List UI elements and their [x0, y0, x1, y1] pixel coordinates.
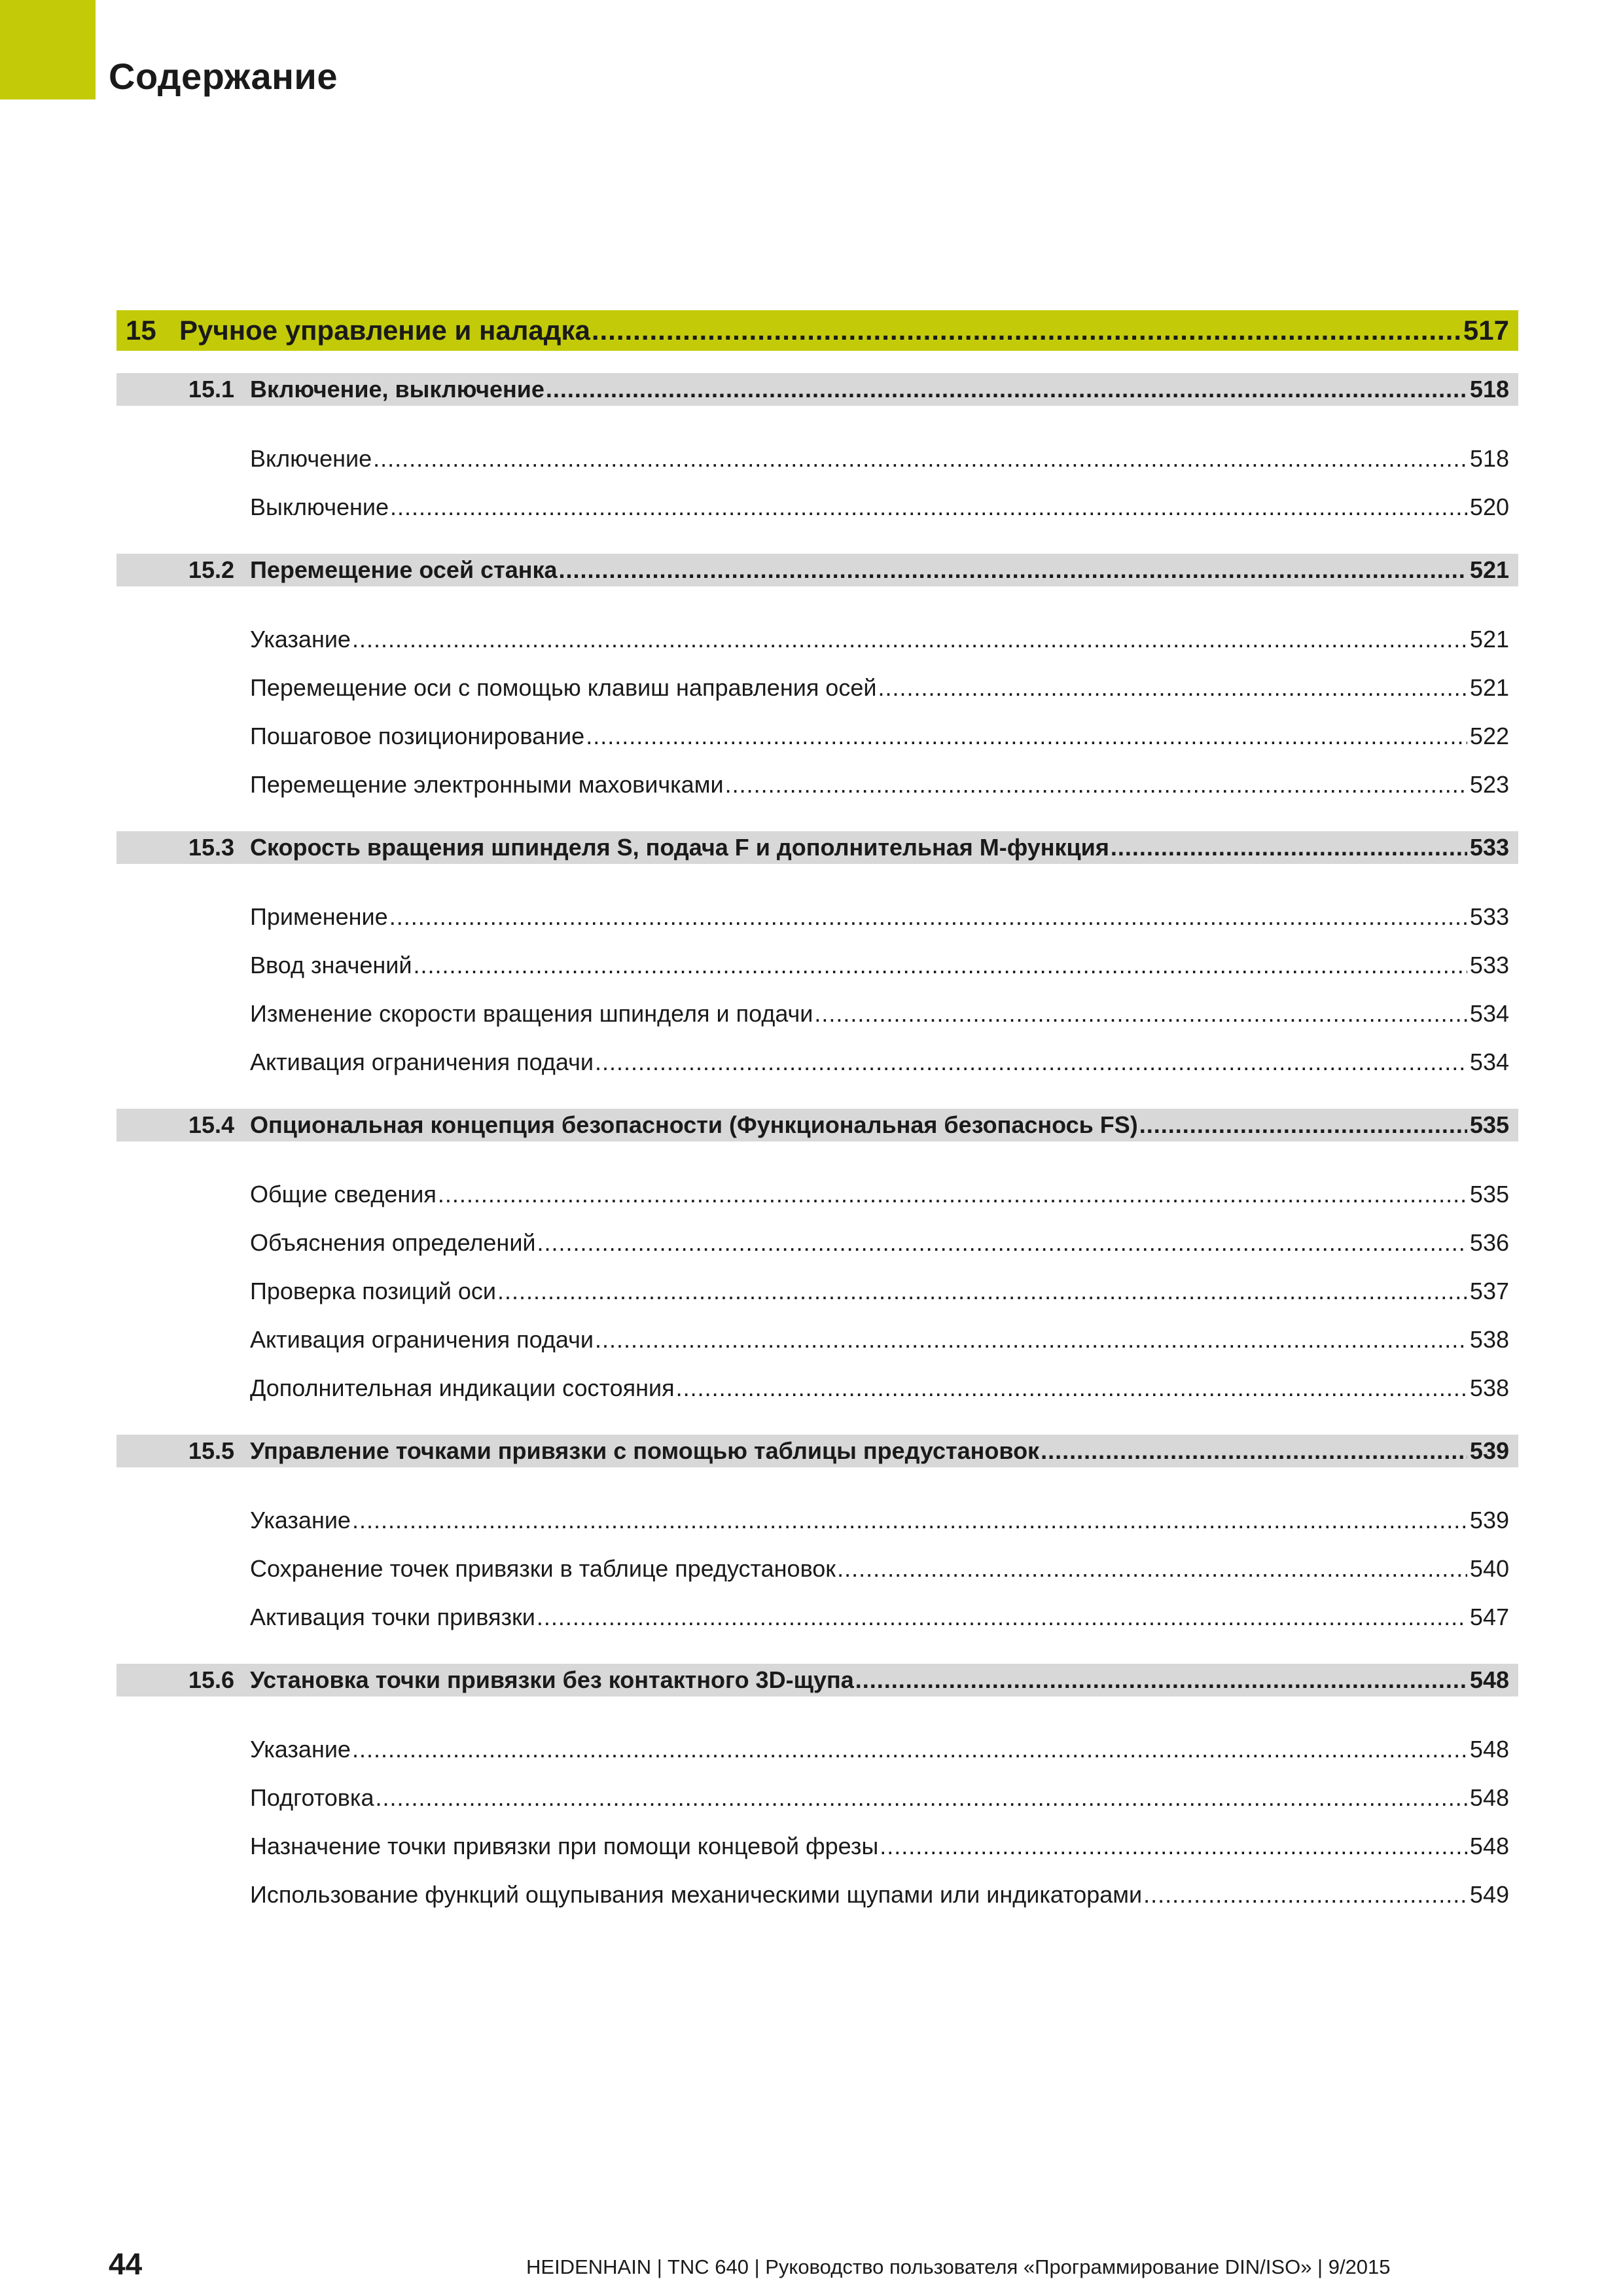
accent-corner-tab	[0, 0, 96, 99]
entry-title: Активация ограничения подачи	[250, 1049, 594, 1075]
section-title: Установка точки привязки без контактного 3D-щупа	[250, 1666, 854, 1693]
toc-section-15-4[interactable]	[116, 1109, 1518, 1141]
entry-title: Активация ограничения подачи	[250, 1326, 594, 1353]
dot-leader	[390, 493, 1467, 521]
dot-leader	[352, 1736, 1467, 1763]
dot-leader	[352, 1507, 1467, 1534]
entry-page: 521	[1469, 674, 1509, 701]
table-of-contents	[116, 310, 1518, 1941]
toc-entry[interactable]	[250, 615, 1509, 664]
section-title: Включение, выключение	[250, 376, 544, 403]
toc-entry[interactable]	[250, 761, 1509, 809]
page-title: Содержание	[109, 56, 338, 97]
toc-entry[interactable]	[250, 1316, 1509, 1364]
section-page: 521	[1469, 556, 1509, 583]
toc-entry[interactable]	[250, 1593, 1509, 1641]
entry-title: Назначение точки привязки при помощи концевой фрезы	[250, 1833, 879, 1859]
dot-leader	[537, 1229, 1467, 1257]
toc-entry[interactable]	[250, 1170, 1509, 1219]
toc-entry[interactable]	[250, 1364, 1509, 1412]
section-number: 15.4	[188, 1111, 234, 1138]
entry-title: Объяснения определений	[250, 1229, 536, 1256]
section-entries	[116, 586, 1518, 831]
entry-page: 534	[1469, 1049, 1509, 1075]
chapter-number: 15	[126, 315, 156, 346]
toc-entry[interactable]	[250, 1219, 1509, 1267]
toc-entry[interactable]	[250, 1545, 1509, 1593]
toc-entry[interactable]	[250, 664, 1509, 712]
dot-leader	[559, 556, 1467, 584]
chapter-title: Ручное управление и наладка	[179, 315, 590, 346]
entry-page: 535	[1469, 1181, 1509, 1208]
section-title: Скорость вращения шпинделя S, подача F и дополнительная M-функция	[250, 834, 1109, 861]
toc-entry[interactable]	[250, 1496, 1509, 1545]
dot-leader	[595, 1049, 1467, 1076]
toc-entry[interactable]	[250, 990, 1509, 1038]
section-entries	[116, 1696, 1518, 1941]
dot-leader	[855, 1666, 1467, 1694]
toc-entry[interactable]	[250, 483, 1509, 531]
toc-section-15-2[interactable]	[116, 554, 1518, 586]
section-title: Перемещение осей станка	[250, 556, 558, 583]
dot-leader	[1143, 1881, 1467, 1909]
dot-leader	[592, 315, 1461, 346]
dot-leader	[497, 1278, 1467, 1305]
entry-title: Активация точки привязки	[250, 1604, 535, 1630]
toc-entry[interactable]	[250, 1774, 1509, 1822]
entry-page: 547	[1469, 1604, 1509, 1630]
entry-page: 548	[1469, 1736, 1509, 1763]
toc-sections	[116, 373, 1518, 1941]
toc-chapter-15[interactable]	[116, 310, 1518, 351]
section-entries	[116, 1141, 1518, 1435]
entry-page: 533	[1469, 952, 1509, 978]
entry-title: Ввод значений	[250, 952, 412, 978]
dot-leader	[676, 1374, 1467, 1402]
entry-title: Использование функций ощупывания механическими щупами или индикаторами	[250, 1881, 1143, 1908]
section-title: Опциональная концепция безопасности (Функциональная безопаснось FS)	[250, 1111, 1138, 1138]
toc-entry[interactable]	[250, 712, 1509, 761]
toc-entry[interactable]	[250, 893, 1509, 941]
dot-leader	[413, 952, 1467, 979]
dot-leader	[1139, 1111, 1467, 1139]
section-page: 533	[1469, 834, 1509, 861]
entry-title: Указание	[250, 1507, 351, 1534]
toc-entry[interactable]	[250, 1725, 1509, 1774]
section-number: 15.3	[188, 834, 234, 861]
entry-page: 537	[1469, 1278, 1509, 1304]
entry-title: Подготовка	[250, 1784, 374, 1811]
footer-publication-info: HEIDENHAIN | TNC 640 | Руководство пользователя «Программирование DIN/ISO» | 9/2015	[526, 2255, 1391, 2278]
entry-page: 540	[1469, 1555, 1509, 1582]
dot-leader	[389, 903, 1467, 931]
section-entries	[116, 406, 1518, 554]
entry-page: 539	[1469, 1507, 1509, 1534]
entry-page: 518	[1469, 445, 1509, 472]
entry-page: 548	[1469, 1833, 1509, 1859]
entry-page: 521	[1469, 626, 1509, 653]
toc-section-15-6[interactable]	[116, 1664, 1518, 1696]
dot-leader	[537, 1604, 1467, 1631]
dot-leader	[373, 445, 1467, 473]
entry-title: Общие сведения	[250, 1181, 437, 1208]
entry-page: 533	[1469, 903, 1509, 930]
section-page: 539	[1469, 1437, 1509, 1464]
entry-page: 548	[1469, 1784, 1509, 1811]
chapter-page: 517	[1463, 315, 1509, 346]
toc-entry[interactable]	[250, 1267, 1509, 1316]
dot-leader	[1041, 1437, 1467, 1465]
dot-leader	[352, 626, 1467, 653]
toc-entry[interactable]	[250, 435, 1509, 483]
entry-title: Проверка позиций оси	[250, 1278, 496, 1304]
toc-section-15-3[interactable]	[116, 831, 1518, 864]
section-number: 15.5	[188, 1437, 234, 1464]
dot-leader	[837, 1555, 1467, 1583]
toc-entry[interactable]	[250, 1822, 1509, 1871]
entry-page: 538	[1469, 1326, 1509, 1353]
toc-entry[interactable]	[250, 1871, 1509, 1919]
entry-title: Перемещение оси с помощью клавиш направления осей	[250, 674, 877, 701]
toc-section-15-5[interactable]	[116, 1435, 1518, 1467]
section-number: 15.2	[188, 556, 234, 583]
entry-page: 520	[1469, 493, 1509, 520]
toc-section-15-1[interactable]	[116, 373, 1518, 406]
entry-title: Включение	[250, 445, 372, 472]
entry-page: 523	[1469, 771, 1509, 798]
entry-page: 534	[1469, 1000, 1509, 1027]
entry-title: Указание	[250, 626, 351, 653]
toc-entry[interactable]	[250, 1038, 1509, 1086]
section-entries	[116, 864, 1518, 1109]
dot-leader	[375, 1784, 1467, 1812]
dot-leader	[546, 376, 1467, 403]
entry-title: Перемещение электронными маховичками	[250, 771, 724, 798]
entry-page: 522	[1469, 723, 1509, 749]
dot-leader	[814, 1000, 1467, 1028]
entry-title: Применение	[250, 903, 388, 930]
entry-title: Изменение скорости вращения шпинделя и подачи	[250, 1000, 813, 1027]
entry-title: Пошаговое позиционирование	[250, 723, 585, 749]
dot-leader	[595, 1326, 1467, 1354]
section-number: 15.1	[188, 376, 234, 403]
entry-title: Выключение	[250, 493, 389, 520]
entry-page: 549	[1469, 1881, 1509, 1908]
dot-leader	[878, 674, 1467, 702]
section-entries	[116, 1467, 1518, 1664]
entry-page: 538	[1469, 1374, 1509, 1401]
section-number: 15.6	[188, 1666, 234, 1693]
section-title: Управление точками привязки с помощью таблицы предустановок	[250, 1437, 1040, 1464]
section-page: 548	[1469, 1666, 1509, 1693]
toc-entry[interactable]	[250, 941, 1509, 990]
entry-title: Сохранение точек привязки в таблице предустановок	[250, 1555, 836, 1582]
section-page: 518	[1469, 376, 1509, 403]
dot-leader	[586, 723, 1467, 750]
entry-page: 536	[1469, 1229, 1509, 1256]
section-page: 535	[1469, 1111, 1509, 1138]
dot-leader	[438, 1181, 1467, 1208]
entry-title: Дополнительная индикации состояния	[250, 1374, 675, 1401]
footer-page-number: 44	[109, 2247, 143, 2281]
dot-leader	[1111, 834, 1467, 861]
dot-leader	[725, 771, 1467, 798]
entry-title: Указание	[250, 1736, 351, 1763]
dot-leader	[880, 1833, 1467, 1860]
